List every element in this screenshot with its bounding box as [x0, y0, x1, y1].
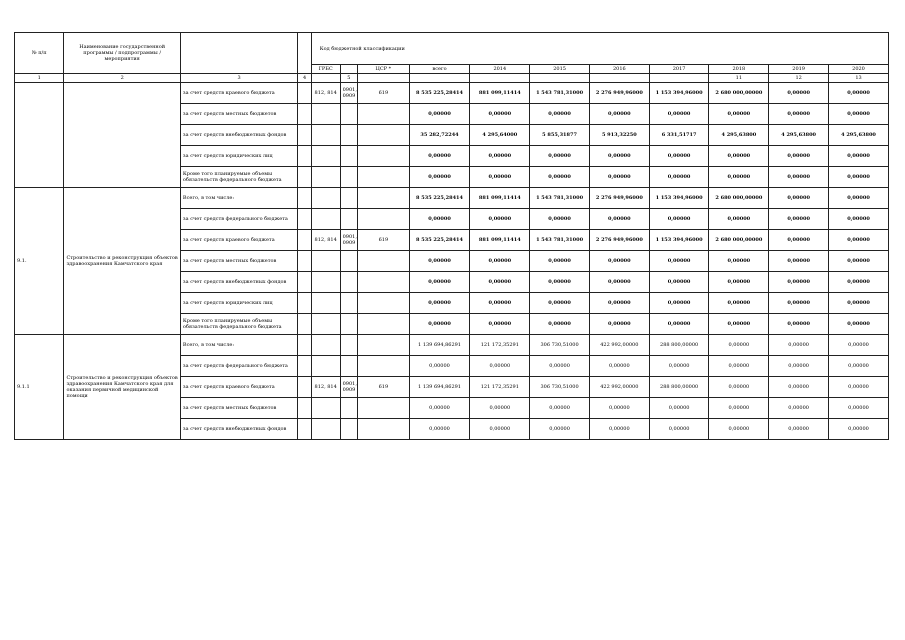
grbs-code: [311, 314, 340, 335]
total-value: 0,00000: [409, 251, 470, 272]
grbs-code: 812, 814: [311, 230, 340, 251]
year-value: 0,00000: [649, 104, 709, 125]
year-header: 2017: [649, 65, 709, 74]
year-value: 0,00000: [709, 419, 769, 440]
budget-code-header: Код бюджетной классификации: [311, 33, 888, 65]
item-name: Строительство и реконструкция объектов здравоохранения Камчатского края для оказания первичной медицинской помощи: [64, 335, 180, 440]
column-number: [530, 74, 590, 83]
grbs-code: [311, 272, 340, 293]
year-value: 0,00000: [769, 398, 829, 419]
year-value: 0,00000: [829, 398, 889, 419]
year-value: 881 099,11414: [470, 188, 530, 209]
funding-source: за счет средств федерального бюджета: [180, 356, 297, 377]
funding-source: за счет средств местных бюджетов: [180, 398, 297, 419]
year-value: 0,00000: [769, 293, 829, 314]
year-value: 5 855,31877: [530, 125, 590, 146]
year-value: 0,00000: [829, 356, 889, 377]
year-value: 0,00000: [829, 209, 889, 230]
funding-source: за счет средств внебюджетных фондов: [180, 419, 297, 440]
year-value: 0,00000: [829, 83, 889, 104]
rzpr-code: [340, 251, 358, 272]
total-value: 0,00000: [409, 419, 470, 440]
column-number: 12: [769, 74, 829, 83]
grbs-code: [311, 104, 340, 125]
year-value: 0,00000: [589, 104, 649, 125]
year-value: 0,00000: [530, 356, 590, 377]
column-number: [589, 74, 649, 83]
year-value: 0,00000: [829, 335, 889, 356]
rzpr-header: [340, 65, 358, 74]
year-value: 0,00000: [769, 167, 829, 188]
total-value: 1 139 694,86291: [409, 377, 470, 398]
rzpr-code: [340, 209, 358, 230]
year-value: 0,00000: [470, 272, 530, 293]
grbs-code: [311, 335, 340, 356]
vr-code: [358, 104, 410, 125]
year-value: 0,00000: [470, 167, 530, 188]
vr-code: [358, 146, 410, 167]
col-src-header: [180, 33, 297, 74]
total-value: 0,00000: [409, 167, 470, 188]
rzpr-code: [340, 293, 358, 314]
funding-source: Кроме того планируемые объемы обязательств федерального бюджета: [180, 167, 297, 188]
vr-code: [358, 335, 410, 356]
year-value: 0,00000: [470, 146, 530, 167]
year-value: 0,00000: [530, 419, 590, 440]
year-value: 0,00000: [769, 356, 829, 377]
year-value: 881 099,11414: [470, 230, 530, 251]
funding-source: за счет средств внебюджетных фондов: [180, 125, 297, 146]
year-value: 0,00000: [589, 356, 649, 377]
year-value: 121 172,35291: [470, 377, 530, 398]
year-value: 0,00000: [769, 377, 829, 398]
year-value: 0,00000: [649, 272, 709, 293]
year-value: 2 680 000,00000: [709, 83, 769, 104]
column-number: 5: [340, 74, 358, 83]
year-header: 2020: [829, 65, 889, 74]
year-value: 1 543 781,31000: [530, 230, 590, 251]
year-value: 4 295,63800: [709, 125, 769, 146]
spacer-cell: [298, 230, 311, 251]
column-number: [358, 74, 410, 83]
rzpr-code: [340, 104, 358, 125]
year-value: 0,00000: [769, 104, 829, 125]
year-value: 288 800,00000: [649, 335, 709, 356]
grbs-code: [311, 356, 340, 377]
year-value: 0,00000: [649, 209, 709, 230]
year-value: 2 276 949,96000: [589, 188, 649, 209]
item-number: 9.1.1: [15, 335, 64, 440]
year-value: 0,00000: [709, 293, 769, 314]
total-value: 0,00000: [409, 272, 470, 293]
column-number: [649, 74, 709, 83]
year-value: 306 730,51000: [530, 335, 590, 356]
year-value: 0,00000: [589, 419, 649, 440]
year-value: 0,00000: [530, 104, 590, 125]
grbs-code: [311, 146, 340, 167]
funding-source: за счет средств юридических лиц: [180, 146, 297, 167]
col-blank-header: [298, 33, 311, 74]
budget-table: [14, 32, 889, 440]
year-value: 0,00000: [589, 209, 649, 230]
year-value: 0,00000: [589, 272, 649, 293]
rzpr-code: [340, 335, 358, 356]
year-value: 288 800,00000: [649, 377, 709, 398]
vr-code: 619: [358, 230, 410, 251]
column-number: 13: [829, 74, 889, 83]
total-value: 35 282,72244: [409, 125, 470, 146]
year-header: 2016: [589, 65, 649, 74]
total-value: 0,00000: [409, 146, 470, 167]
funding-source: Всего, в том числе:: [180, 188, 297, 209]
year-value: 0,00000: [530, 314, 590, 335]
year-value: 0,00000: [589, 314, 649, 335]
year-value: 1 543 781,31000: [530, 188, 590, 209]
spacer-cell: [298, 209, 311, 230]
spacer-cell: [298, 419, 311, 440]
year-value: 422 992,00000: [589, 377, 649, 398]
rzpr-code: [340, 146, 358, 167]
year-value: 0,00000: [769, 272, 829, 293]
spacer-cell: [298, 251, 311, 272]
spacer-cell: [298, 104, 311, 125]
year-value: 0,00000: [829, 314, 889, 335]
funding-source: за счет средств юридических лиц: [180, 293, 297, 314]
year-value: 0,00000: [829, 419, 889, 440]
table-row: [15, 188, 889, 209]
item-name: Строительство и реконструкция объектов здравоохранения Камчатского края: [64, 188, 180, 335]
year-value: 0,00000: [530, 293, 590, 314]
year-header: 2019: [769, 65, 829, 74]
total-value: 0,00000: [409, 293, 470, 314]
year-header: 2018: [709, 65, 769, 74]
year-value: 0,00000: [530, 398, 590, 419]
year-value: 0,00000: [829, 104, 889, 125]
vr-code: [358, 251, 410, 272]
column-number: 4: [298, 74, 311, 83]
spacer-cell: [298, 146, 311, 167]
year-value: 0,00000: [769, 314, 829, 335]
spacer-cell: [298, 314, 311, 335]
year-value: 0,00000: [829, 377, 889, 398]
spacer-cell: [298, 272, 311, 293]
year-value: 0,00000: [649, 251, 709, 272]
table-row: [15, 335, 889, 356]
year-value: 0,00000: [589, 146, 649, 167]
grbs-code: [311, 188, 340, 209]
year-value: 0,00000: [829, 146, 889, 167]
grbs-code: 812, 814: [311, 377, 340, 398]
total-value: 8 535 225,28414: [409, 83, 470, 104]
grbs-code: [311, 398, 340, 419]
funding-source: за счет средств краевого бюджета: [180, 230, 297, 251]
total-value: 0,00000: [409, 209, 470, 230]
year-value: 1 153 394,96000: [649, 188, 709, 209]
rzpr-code: [340, 419, 358, 440]
year-value: 0,00000: [829, 167, 889, 188]
year-value: 0,00000: [709, 251, 769, 272]
col-num-header: № п/п: [15, 33, 64, 74]
vr-code: [358, 272, 410, 293]
year-value: 0,00000: [589, 398, 649, 419]
rzpr-code: [340, 188, 358, 209]
year-value: 0,00000: [649, 293, 709, 314]
column-number: 11: [709, 74, 769, 83]
vr-code: [358, 209, 410, 230]
grbs-code: [311, 293, 340, 314]
column-number: [470, 74, 530, 83]
year-value: 0,00000: [829, 272, 889, 293]
year-value: 0,00000: [829, 251, 889, 272]
year-value: 4 295,63800: [829, 125, 889, 146]
year-value: 0,00000: [709, 335, 769, 356]
year-value: 1 153 394,96000: [649, 83, 709, 104]
year-header: 2014: [470, 65, 530, 74]
column-number-row: [15, 74, 889, 83]
year-value: 2 680 000,00000: [709, 230, 769, 251]
year-value: 0,00000: [470, 104, 530, 125]
rzpr-code: 0901, 0909: [340, 83, 358, 104]
year-value: 0,00000: [470, 356, 530, 377]
year-value: 0,00000: [530, 167, 590, 188]
rzpr-code: [340, 398, 358, 419]
spacer-cell: [298, 356, 311, 377]
year-value: 0,00000: [530, 146, 590, 167]
total-value: 8 535 225,28414: [409, 230, 470, 251]
rzpr-code: [340, 314, 358, 335]
year-value: 0,00000: [649, 419, 709, 440]
year-value: 0,00000: [769, 188, 829, 209]
spacer-cell: [298, 167, 311, 188]
item-name: [64, 83, 180, 188]
year-value: 0,00000: [769, 335, 829, 356]
year-value: 0,00000: [769, 251, 829, 272]
year-value: 121 172,35291: [470, 335, 530, 356]
year-value: 0,00000: [649, 398, 709, 419]
year-value: 0,00000: [769, 83, 829, 104]
grbs-code: [311, 125, 340, 146]
year-value: 0,00000: [829, 230, 889, 251]
vr-code: [358, 293, 410, 314]
col-name-header: Наименование государственной программы / подпрограммы / мероприятия: [64, 33, 180, 74]
column-number: 3: [180, 74, 297, 83]
year-header: 2015: [530, 65, 590, 74]
grbs-code: [311, 167, 340, 188]
year-value: 0,00000: [709, 272, 769, 293]
year-value: 1 543 781,31000: [530, 83, 590, 104]
year-value: 0,00000: [649, 167, 709, 188]
grbs-code: 812, 814: [311, 83, 340, 104]
year-value: 0,00000: [470, 398, 530, 419]
year-value: 0,00000: [709, 167, 769, 188]
rzpr-code: [340, 167, 358, 188]
year-value: 0,00000: [470, 209, 530, 230]
year-value: 0,00000: [709, 146, 769, 167]
spacer-cell: [298, 335, 311, 356]
grbs-code: [311, 209, 340, 230]
vr-code: [358, 125, 410, 146]
grbs-code: [311, 251, 340, 272]
year-value: 0,00000: [709, 314, 769, 335]
year-value: 0,00000: [769, 419, 829, 440]
spacer-cell: [298, 377, 311, 398]
year-value: 0,00000: [470, 251, 530, 272]
year-value: 0,00000: [649, 146, 709, 167]
total-value: 0,00000: [409, 356, 470, 377]
total-value: 1 139 694,86291: [409, 335, 470, 356]
vr-code: 619: [358, 83, 410, 104]
vr-code: [358, 188, 410, 209]
year-value: 4 295,64000: [470, 125, 530, 146]
table-row: [15, 83, 889, 104]
year-value: 0,00000: [769, 230, 829, 251]
funding-source: за счет средств федерального бюджета: [180, 209, 297, 230]
year-value: 0,00000: [649, 314, 709, 335]
year-value: 0,00000: [709, 377, 769, 398]
column-number: 2: [64, 74, 180, 83]
year-value: 0,00000: [769, 209, 829, 230]
year-value: 0,00000: [589, 251, 649, 272]
funding-source: за счет средств местных бюджетов: [180, 251, 297, 272]
year-value: 2 276 949,96000: [589, 83, 649, 104]
grbs-header: ГРБС: [311, 65, 340, 74]
funding-source: Кроме того планируемые объемы обязательств федерального бюджета: [180, 314, 297, 335]
year-value: 0,00000: [829, 293, 889, 314]
grbs-code: [311, 419, 340, 440]
year-value: 2 680 000,00000: [709, 188, 769, 209]
csr-header: ЦСР *: [358, 65, 410, 74]
year-value: 0,00000: [589, 167, 649, 188]
total-value: 0,00000: [409, 104, 470, 125]
year-value: 5 913,32250: [589, 125, 649, 146]
year-value: 0,00000: [530, 251, 590, 272]
year-value: 0,00000: [709, 356, 769, 377]
vr-code: [358, 167, 410, 188]
total-header: всего: [409, 65, 470, 74]
total-value: 8 535 225,28414: [409, 188, 470, 209]
column-number: 1: [15, 74, 64, 83]
item-number: 9.1.: [15, 188, 64, 335]
vr-code: [358, 419, 410, 440]
funding-source: за счет средств краевого бюджета: [180, 83, 297, 104]
year-value: 1 153 394,96000: [649, 230, 709, 251]
funding-source: за счет средств внебюджетных фондов: [180, 272, 297, 293]
year-value: 0,00000: [470, 419, 530, 440]
vr-code: [358, 314, 410, 335]
year-value: 0,00000: [769, 146, 829, 167]
spacer-cell: [298, 83, 311, 104]
year-value: 0,00000: [709, 398, 769, 419]
spacer-cell: [298, 125, 311, 146]
item-number: [15, 83, 64, 188]
funding-source: Всего, в том числе:: [180, 335, 297, 356]
total-value: 0,00000: [409, 314, 470, 335]
vr-code: [358, 398, 410, 419]
year-value: 0,00000: [470, 314, 530, 335]
year-value: 0,00000: [470, 293, 530, 314]
funding-source: за счет средств краевого бюджета: [180, 377, 297, 398]
rzpr-code: [340, 125, 358, 146]
funding-source: за счет средств местных бюджетов: [180, 104, 297, 125]
vr-code: 619: [358, 377, 410, 398]
spacer-cell: [298, 398, 311, 419]
year-value: 881 099,11414: [470, 83, 530, 104]
spacer-cell: [298, 188, 311, 209]
year-value: 0,00000: [829, 188, 889, 209]
rzpr-code: 0901, 0909: [340, 230, 358, 251]
rzpr-code: [340, 356, 358, 377]
vr-code: [358, 356, 410, 377]
year-value: 6 331,51717: [649, 125, 709, 146]
year-value: 0,00000: [709, 209, 769, 230]
year-value: 2 276 949,96000: [589, 230, 649, 251]
year-value: 0,00000: [649, 356, 709, 377]
year-value: 306 730,51000: [530, 377, 590, 398]
rzpr-code: [340, 272, 358, 293]
spacer-cell: [298, 293, 311, 314]
year-value: 4 295,63800: [769, 125, 829, 146]
year-value: 0,00000: [530, 272, 590, 293]
year-value: 422 992,00000: [589, 335, 649, 356]
column-number: [311, 74, 340, 83]
year-value: 0,00000: [709, 104, 769, 125]
column-number: [409, 74, 470, 83]
rzpr-code: 0901, 0909: [340, 377, 358, 398]
year-value: 0,00000: [530, 209, 590, 230]
total-value: 0,00000: [409, 398, 470, 419]
year-value: 0,00000: [589, 293, 649, 314]
